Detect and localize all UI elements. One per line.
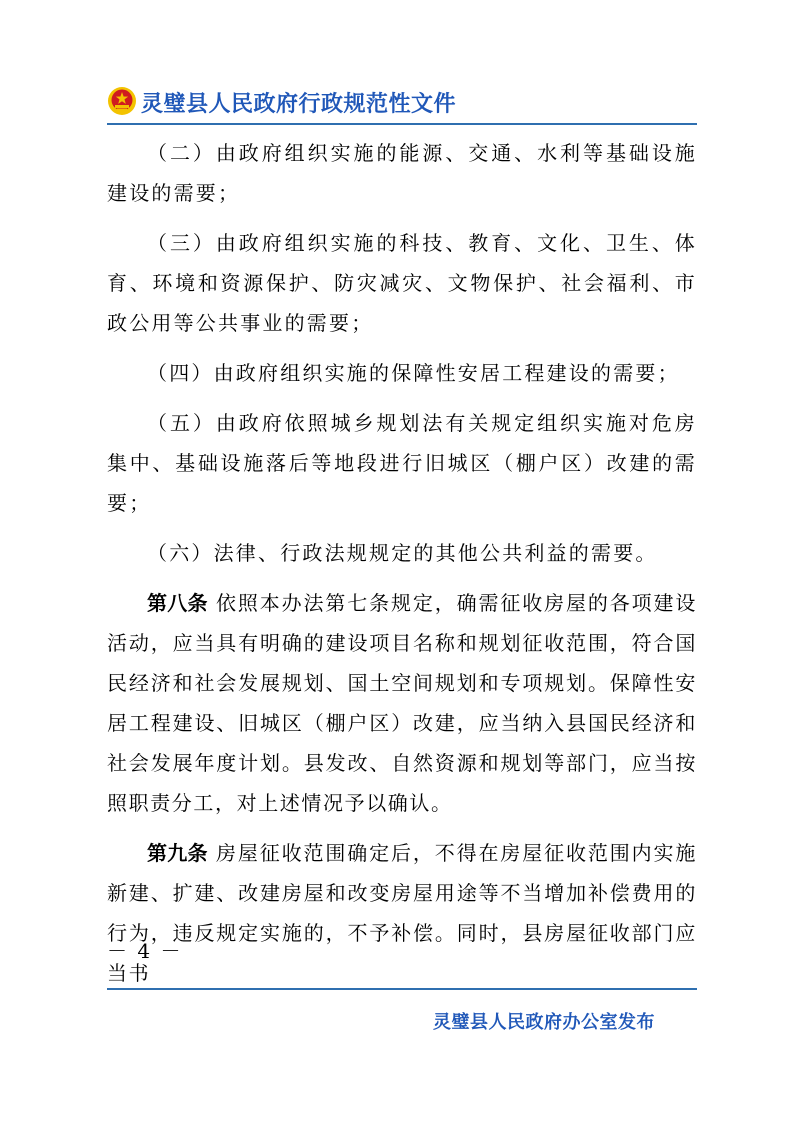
paragraph-text: （三）由政府组织实施的科技、教育、文化、卫生、体育、环境和资源保护、防灾减灾、文物保护、社会福利、市政公用等公共事业的需要；: [107, 231, 697, 335]
document-body: [107, 133, 697, 1003]
article-paragraph: [107, 583, 697, 823]
footer-publisher: 灵璧县人民政府办公室发布: [433, 1012, 655, 1033]
paragraph-text: （五）由政府依照城乡规划法有关规定组织实施对危房集中、基础设施落后等地段进行旧城区（棚户区）改建的需要；: [107, 411, 697, 515]
paragraph: [107, 223, 697, 343]
article-paragraph: [107, 833, 697, 993]
document-header: [107, 82, 697, 122]
paragraph: [107, 403, 697, 523]
page-number: － 4 －: [107, 939, 183, 963]
header-divider: [107, 123, 697, 125]
paragraph-text: （四）由政府组织实施的保障性安居工程建设的需要；: [147, 361, 680, 385]
article-heading: 第八条: [147, 591, 208, 615]
national-emblem-icon: [107, 86, 137, 116]
header-title: 灵璧县人民政府行政规范性文件: [141, 92, 457, 117]
paragraph-text: 依照本办法第七条规定，确需征收房屋的各项建设活动，应当具有明确的建设项目名称和规划征收范围，符合国民经济和社会发展规划、国土空间规划和专项规划。保障性安居工程建设、旧城区（棚户区）改建，应当纳入县国民经济和社会发展年度计划。县发改、自然资源和规划等部门，应当按照职责分工，对上述情况予以确认。: [107, 591, 697, 815]
paragraph: [107, 533, 697, 573]
paragraph-text: （六）法律、行政法规规定的其他公共利益的需要。: [147, 541, 658, 565]
article-heading: 第九条: [147, 841, 208, 865]
paragraph-text: 房屋征收范围确定后，不得在房屋征收范围内实施新建、扩建、改建房屋和改变房屋用途等不当增加补偿费用的行为，违反规定实施的，不予补偿。同时，县房屋征收部门应当书: [107, 841, 697, 985]
paragraph: [107, 353, 697, 393]
paragraph-text: （二）由政府组织实施的能源、交通、水利等基础设施建设的需要；: [107, 141, 697, 205]
footer-divider: [107, 988, 697, 990]
paragraph: [107, 133, 697, 213]
